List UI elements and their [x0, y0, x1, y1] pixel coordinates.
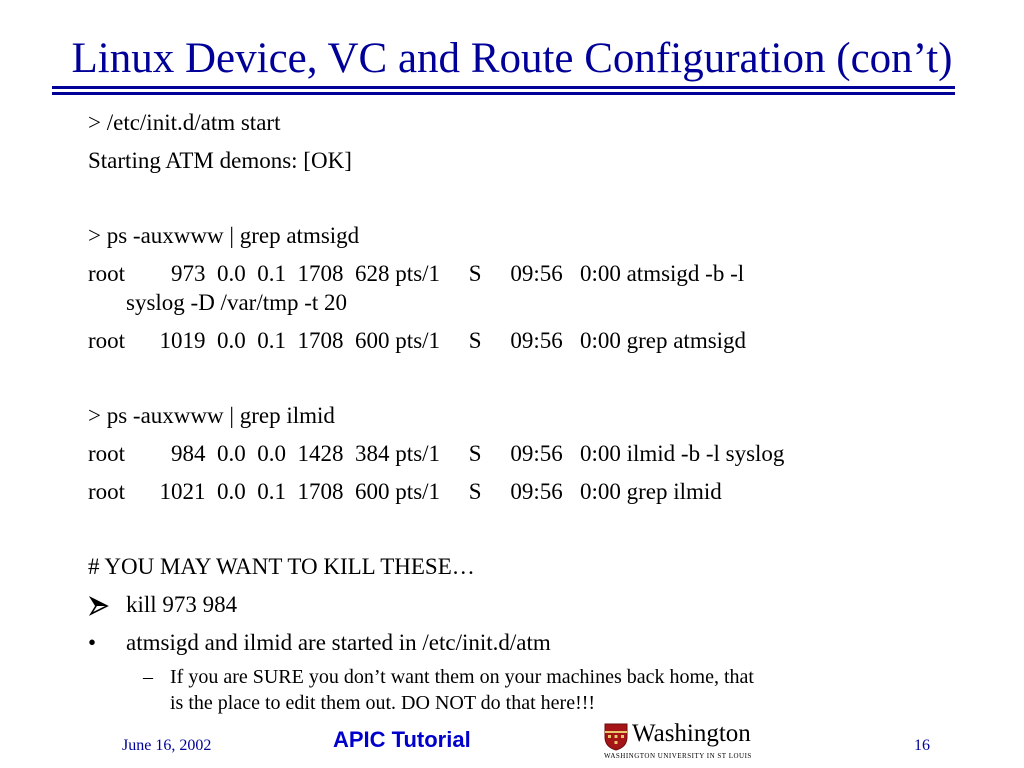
title-rule-bottom — [52, 92, 955, 95]
title-rule-top — [52, 86, 955, 89]
sub-bullet-dash: – — [143, 666, 153, 688]
command-grep-ilmid: > ps -auxwww | grep ilmid — [88, 403, 335, 428]
arrow-item-kill: kill 973 984 — [126, 592, 238, 617]
ps-row-atmsigd-2: root 1019 0.0 0.1 1708 600 pts/1 S 09:56 0:00 grep atmsigd — [88, 328, 747, 353]
university-logo — [604, 722, 794, 762]
ps-row-atmsigd-1: root 973 0.0 0.1 1708 628 pts/1 S 09:56 0:00 atmsigd -b -l — [88, 261, 745, 286]
command-grep-atmsigd: > ps -auxwww | grep atmsigd — [88, 223, 360, 248]
footer-date: June 16, 2002 — [122, 737, 212, 754]
arrowhead-bullet-icon — [89, 596, 109, 616]
ps-row-ilmid-2: root 1021 0.0 0.1 1708 600 pts/1 S 09:56 0:00 grep ilmid — [88, 479, 722, 504]
slide-number: 16 — [914, 737, 930, 754]
output-atm-start: Starting ATM demons: [OK] — [88, 148, 352, 173]
logo-wordmark: Washington — [632, 720, 751, 747]
sub-item-line-1: If you are SURE you don’t want them on your machines back home, that — [170, 666, 754, 688]
footer-tutorial-name: APIC Tutorial — [333, 727, 471, 752]
ps-row-atmsigd-1-continued: syslog -D /var/tmp -t 20 — [126, 290, 348, 315]
command-atm-start: > /etc/init.d/atm start — [88, 110, 281, 135]
kill-comment: # YOU MAY WANT TO KILL THESE… — [88, 554, 475, 579]
slide-title: Linux Device, VC and Route Configuration (con’t) — [71, 35, 953, 82]
ps-row-ilmid-1: root 984 0.0 0.0 1428 384 pts/1 S 09:56 0:00 ilmid -b -l syslog — [88, 441, 785, 466]
university-shield-icon — [604, 723, 628, 751]
logo-subtitle: WASHINGTON UNIVERSITY IN ST LOUIS — [604, 752, 752, 760]
sub-item-line-2: is the place to edit them out. DO NOT do that here!!! — [170, 692, 596, 714]
bullet-mark: • — [88, 630, 97, 655]
bullet-item-init: atmsigd and ilmid are started in /etc/init.d/atm — [126, 630, 551, 655]
